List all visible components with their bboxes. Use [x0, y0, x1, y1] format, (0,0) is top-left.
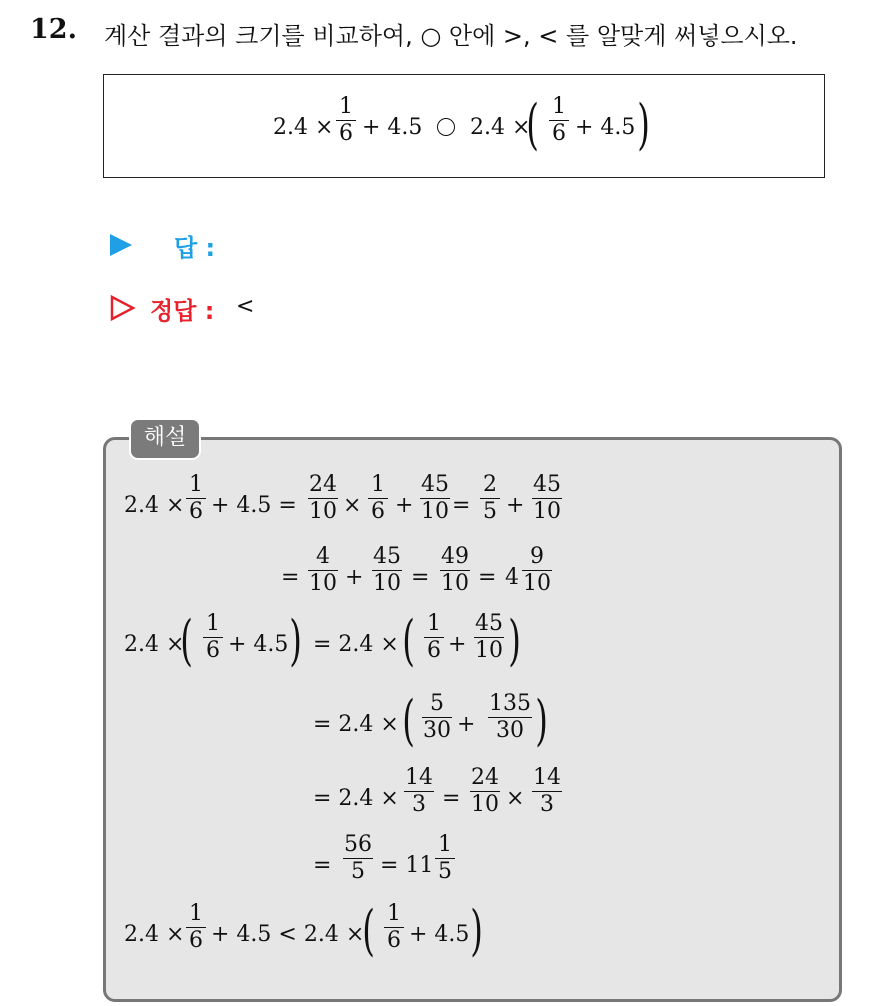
- solution-outline-play-icon: [110, 294, 136, 322]
- exp-fraction: 24 10: [471, 765, 499, 817]
- solution-value: <: [236, 294, 255, 319]
- box-left-fraction: [336, 95, 356, 146]
- exp-text: =: [411, 565, 430, 590]
- exp-open-paren: (: [402, 689, 415, 752]
- exp-text: + 4.5 < 2.4 ×: [211, 922, 365, 947]
- exp-fraction: 56 5: [344, 832, 372, 884]
- exp-text: =: [452, 493, 471, 518]
- exp-text: =: [313, 853, 332, 878]
- exp-open-paren: (: [362, 899, 375, 962]
- box-right-frac-num: 1: [552, 94, 566, 119]
- box-right-plus: + 4.5: [575, 115, 636, 140]
- question-number: 12.: [30, 14, 77, 45]
- comparison-circle[interactable]: [437, 118, 455, 136]
- solution-label: 정답 :: [150, 297, 215, 325]
- exp-text: +: [448, 632, 467, 657]
- box-left-plus: + 4.5: [362, 115, 423, 140]
- exp-fraction: 4 10: [309, 544, 337, 596]
- exp-text: 2.4 ×: [124, 922, 185, 947]
- exp-close-paren: ): [508, 609, 521, 672]
- exp-text: = 2.4 ×: [313, 632, 399, 657]
- exp-fraction: 14 3: [533, 765, 561, 817]
- exp-text: + 4.5: [228, 632, 289, 657]
- exp-text: =: [442, 786, 461, 811]
- exp-fraction: 45 10: [373, 544, 401, 596]
- exp-fraction: 1 6: [368, 473, 388, 524]
- exp-l1-start: 2.4 ×: [124, 493, 185, 518]
- box-left-frac-num: 1: [339, 94, 353, 119]
- exp-close-paren: ): [535, 689, 548, 752]
- exp-fraction: 135 30: [489, 691, 531, 743]
- exp-text: +: [506, 493, 525, 518]
- exp-close-paren: ): [289, 609, 302, 672]
- exp-text: + 4.5 =: [211, 493, 297, 518]
- exp-text: =: [281, 565, 300, 590]
- exp-fraction: 5 30: [423, 691, 451, 743]
- exp-fraction: 49 10: [441, 544, 469, 596]
- exp-fraction: 45 10: [421, 472, 449, 524]
- box-right-expr-start: 2.4 ×: [470, 115, 531, 140]
- box-left-frac-den: 6: [339, 121, 353, 146]
- exp-fraction: 1 6: [186, 902, 206, 953]
- exp-close-paren: ): [470, 899, 483, 962]
- exp-fraction: 2 5: [480, 473, 500, 524]
- exp-fraction: 1 6: [384, 902, 404, 953]
- exp-fraction: 45 10: [475, 611, 503, 663]
- box-left-expr-start: 2.4 ×: [273, 115, 334, 140]
- exp-text: + 4.5: [409, 922, 470, 947]
- exp-text: 4: [505, 565, 519, 590]
- exp-text: = 2.4 ×: [313, 786, 399, 811]
- exp-fraction: 24 10: [309, 472, 337, 524]
- question-text: 계산 결과의 크기를 비교하여, ○ 안에 >, < 를 알맞게 써넣으시오.: [104, 22, 798, 50]
- exp-fraction: 1 6: [186, 473, 206, 524]
- explanation-tag: 해설: [129, 418, 201, 460]
- exp-open-paren: (: [180, 609, 193, 672]
- exp-text: 2.4 ×: [124, 632, 185, 657]
- exp-fraction: 9 10: [523, 544, 551, 596]
- exp-open-paren: (: [402, 609, 415, 672]
- exp-text: = 11: [380, 853, 434, 878]
- answer-label: 답 :: [174, 234, 216, 262]
- answer-play-icon: [110, 234, 132, 256]
- box-right-frac-den: 6: [552, 121, 566, 146]
- exp-text: =: [478, 565, 497, 590]
- comparison-box: [103, 74, 825, 178]
- exp-text: +: [457, 712, 476, 737]
- exp-fraction: 1 6: [424, 612, 444, 663]
- box-right-open-paren: (: [526, 93, 539, 156]
- exp-fraction: 14 3: [405, 765, 433, 817]
- exp-text: +: [345, 565, 364, 590]
- exp-fraction: 1 5: [435, 833, 455, 884]
- exp-fraction: 1 6: [203, 612, 223, 663]
- exp-text: = 2.4 ×: [313, 712, 399, 737]
- exp-text: ×: [506, 786, 525, 811]
- box-right-fraction: [549, 95, 569, 146]
- exp-text: ×: [343, 493, 362, 518]
- box-right-close-paren: ): [637, 93, 650, 156]
- exp-fraction: 45 10: [533, 472, 561, 524]
- exp-text: +: [395, 493, 414, 518]
